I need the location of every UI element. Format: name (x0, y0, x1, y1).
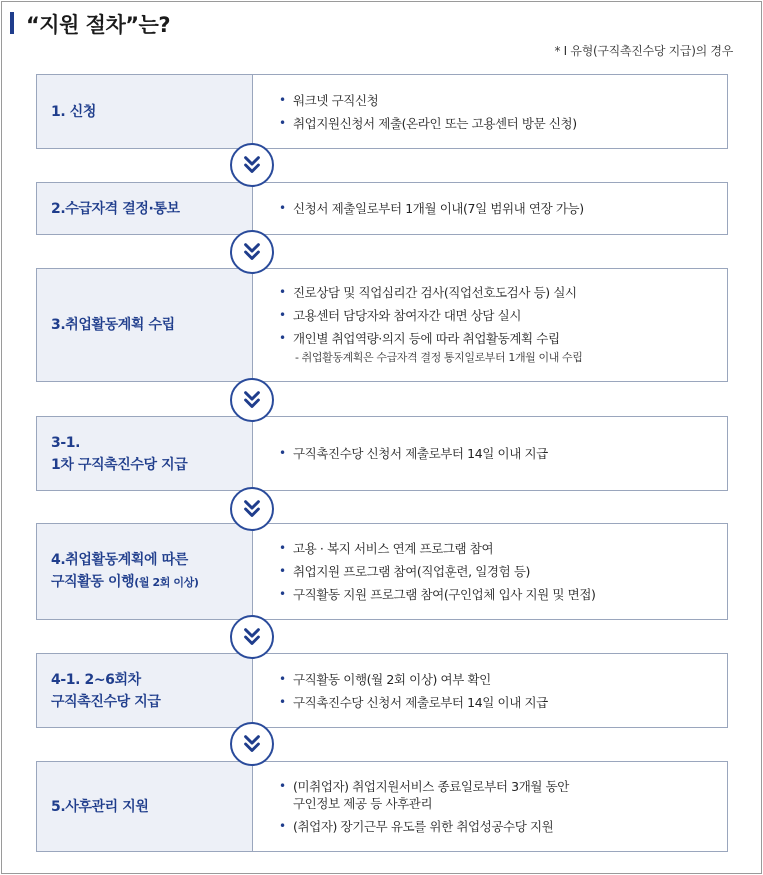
double-chevron-down-icon (230, 230, 274, 274)
step-title-line2: 1차 구직촉진수당 지급 (51, 456, 188, 473)
step-5 (36, 761, 728, 852)
list-item (279, 563, 727, 580)
item-text: 고용센터 담당자와 참여자간 대면 상담 실시 (293, 308, 522, 323)
item-text: 워크넷 구직신청 (293, 92, 379, 108)
item-subnote: - 취업활동계획은 수급자격 결정 통지일로부터 1개월 이내 수립 (295, 351, 583, 364)
item-text: 신청서 제출일로부터 1개월 이내(7일 범위내 연장 가능) (293, 201, 584, 216)
double-chevron-down-icon (230, 378, 274, 422)
double-chevron-down-icon (230, 487, 274, 531)
list-item (279, 818, 727, 835)
step-details (253, 417, 727, 490)
list-item (279, 284, 727, 301)
step-4-1 (36, 653, 728, 728)
list-item (279, 330, 727, 366)
step-title-sub: (월 2회 이상) (134, 576, 199, 589)
item-text: 구직촉진수당 신청서 제출로부터 14일 이내 지급 (293, 694, 548, 710)
double-chevron-down-icon (230, 615, 274, 659)
step-details (253, 269, 727, 381)
list-item (279, 115, 727, 132)
double-chevron-down-icon (230, 143, 274, 187)
list-item (279, 92, 727, 109)
list-item (279, 540, 727, 557)
step-title: 4-1. 2~6회차 (51, 671, 141, 688)
step-2 (36, 182, 728, 235)
step-4 (36, 523, 728, 620)
step-title: 3.취업활동계획 수립 (51, 317, 175, 333)
step-3 (36, 268, 728, 382)
item-text: (미취업자) 취업지원서비스 종료일로부터 3개월 동안 (293, 779, 569, 794)
page-title: “지원 절차”는? (26, 13, 171, 37)
item-text: 구직활동 지원 프로그램 참여(구인업체 입사 지원 및 면접) (293, 587, 596, 602)
step-label (37, 183, 253, 234)
list-item (279, 200, 727, 217)
step-title-line2 (51, 571, 252, 594)
step-details (253, 762, 727, 851)
item-text: 취업지원신청서 제출(온라인 또는 고용센터 방문 신청) (293, 115, 577, 131)
list-item (279, 445, 727, 462)
step-details (253, 183, 727, 234)
type-note: * I 유형(구직촉진수당 지급)의 경우 (554, 44, 733, 58)
item-text: 진로상담 및 직업심리간 검사(직업선호도검사 등) 실시 (293, 285, 577, 300)
step-label (37, 524, 253, 619)
item-text: (취업자) 장기근무 유도를 위한 취업성공수당 지원 (293, 819, 554, 834)
title-accent-bar (10, 12, 14, 34)
double-chevron-down-icon (230, 722, 274, 766)
step-1 (36, 74, 728, 149)
step-title-line2: 구직촉진수당 지급 (51, 693, 161, 710)
step-title: 1. 신청 (51, 103, 96, 120)
item-text: 고용 · 복지 서비스 연계 프로그램 참여 (293, 541, 494, 556)
step-title: 5.사후관리 지원 (51, 798, 149, 815)
list-item (279, 778, 727, 812)
step-label (37, 654, 253, 727)
step-details (253, 524, 727, 619)
step-title: 2.수급자격 결정·통보 (51, 200, 180, 217)
step-title-text: 구직활동 이행 (51, 574, 135, 590)
step-label (37, 417, 253, 490)
step-label (37, 75, 253, 148)
step-title: 4.취업활동계획에 따른 (51, 552, 188, 568)
list-item (279, 586, 727, 603)
item-text: 개인별 취업역량·의지 등에 따라 취업활동계획 수립 (293, 331, 560, 346)
list-item (279, 671, 727, 688)
step-details (253, 654, 727, 727)
list-item (279, 694, 727, 711)
step-label (37, 269, 253, 381)
item-text: 구직촉진수당 신청서 제출로부터 14일 이내 지급 (293, 446, 548, 461)
step-details (253, 75, 727, 148)
item-text: 취업지원 프로그램 참여(직업훈련, 일경험 등) (293, 564, 530, 579)
step-title: 3-1. (51, 434, 81, 451)
list-item (279, 307, 727, 324)
step-3-1 (36, 416, 728, 491)
step-label (37, 762, 253, 851)
item-text: 구직활동 이행(월 2회 이상) 여부 확인 (293, 671, 491, 687)
item-text-continued: 구인정보 제공 등 사후관리 (293, 796, 433, 811)
